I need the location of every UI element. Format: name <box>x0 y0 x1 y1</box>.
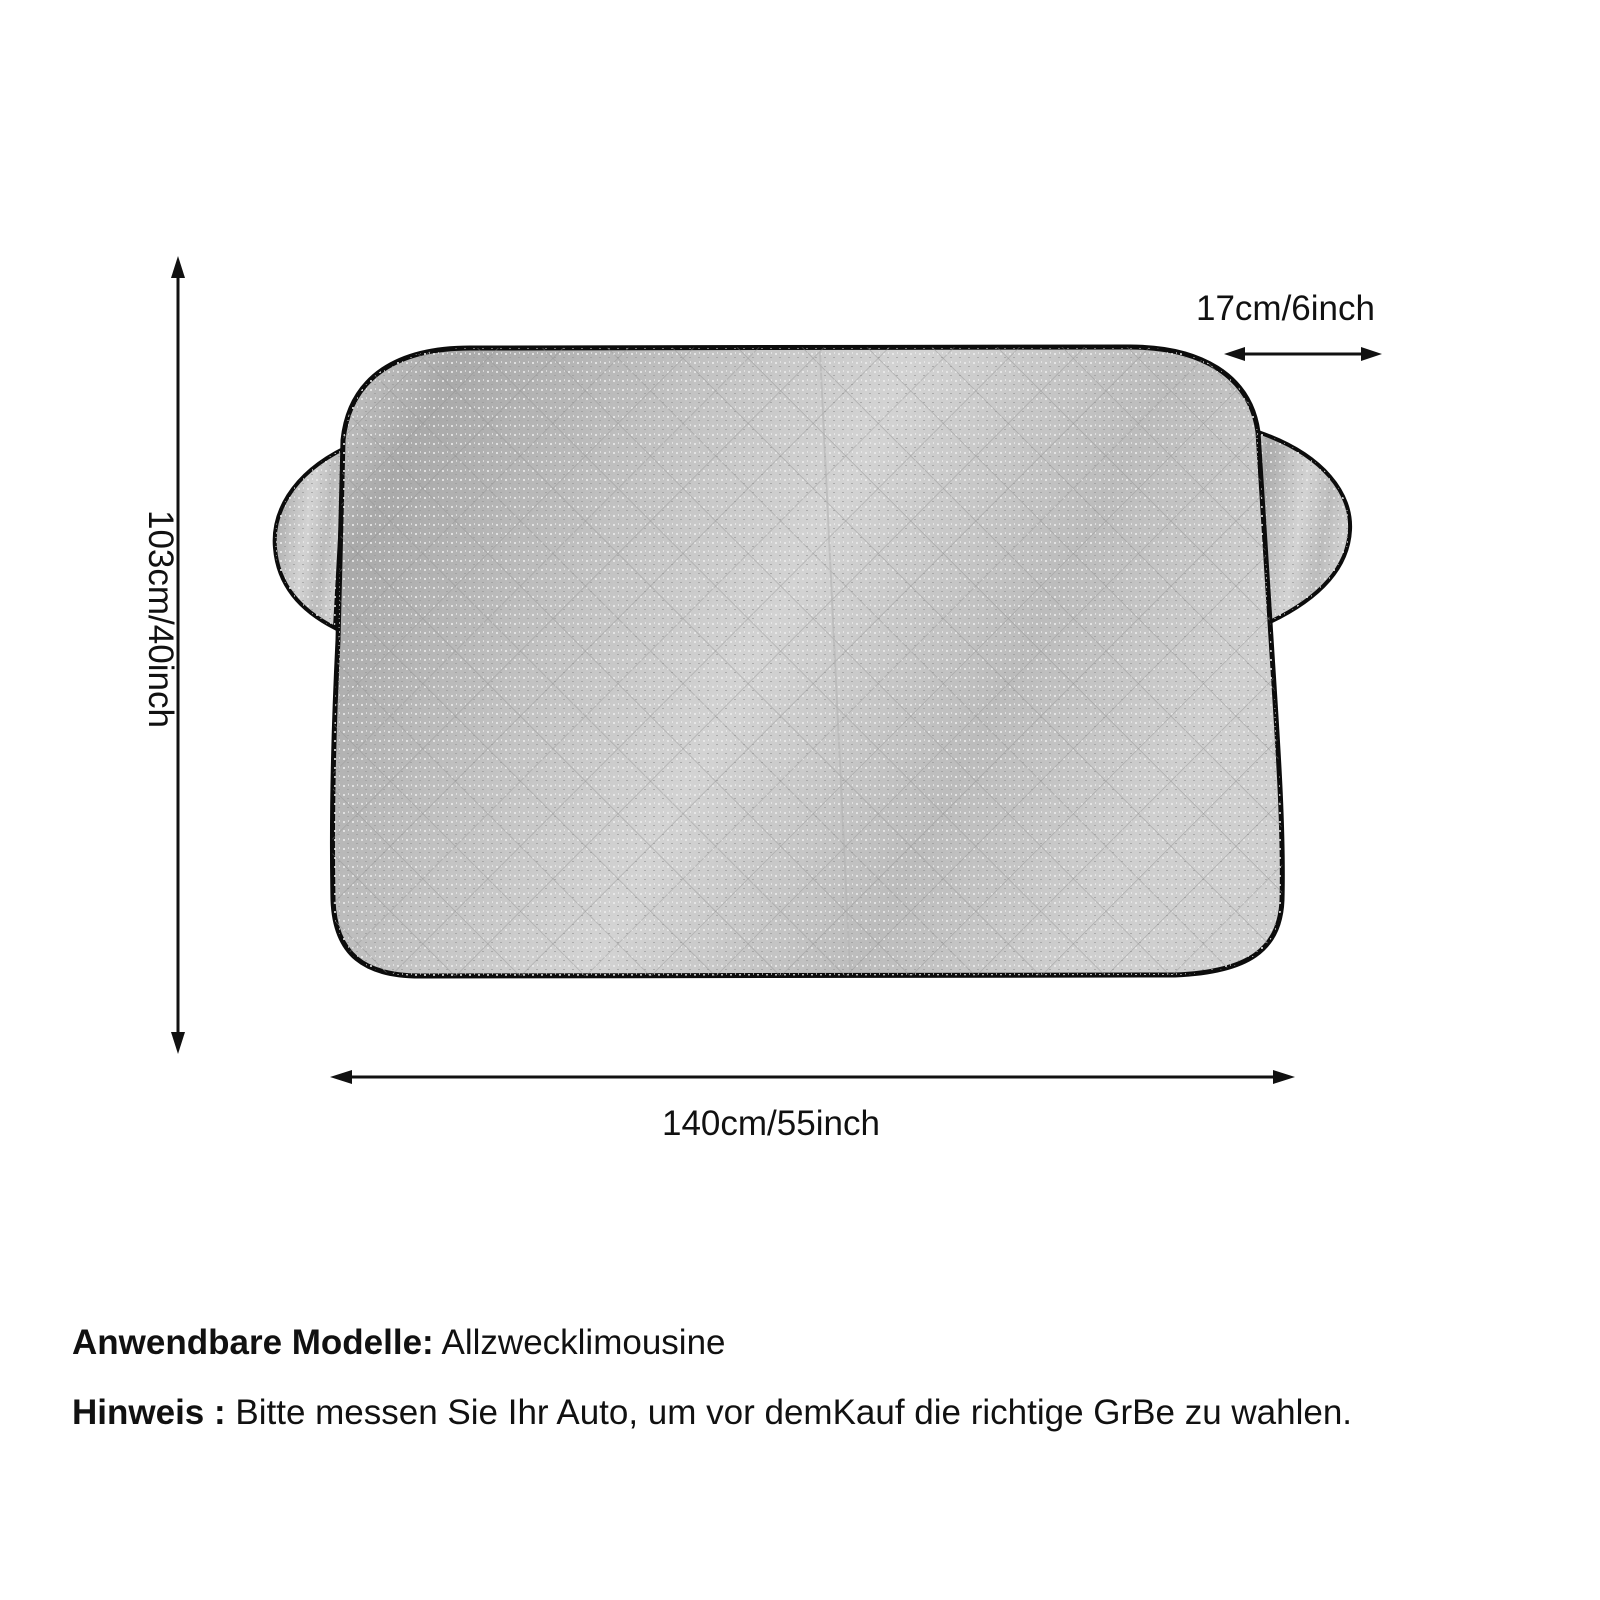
flap-dimension-label: 17cm/6inch <box>1196 289 1375 328</box>
note-line <box>72 1395 1352 1430</box>
applicable-models-key: Anwendbare Modelle: <box>72 1323 434 1362</box>
flap-dimension-arrow <box>1224 347 1382 361</box>
left-side-flap <box>275 448 345 628</box>
note-key: Hinweis : <box>72 1393 226 1432</box>
width-dimension-label: 140cm/55inch <box>662 1104 880 1143</box>
applicable-models-value: Allzwecklimousine <box>441 1323 726 1362</box>
windshield-cover-body <box>332 347 1282 976</box>
right-side-flap <box>1258 432 1350 622</box>
height-dimension-label: 103cm/40inch <box>141 510 180 728</box>
note-value: Bitte messen Sie Ihr Auto, um vor demKauf die richtige GrBe zu wahlen. <box>235 1393 1353 1432</box>
width-dimension-arrow <box>330 1070 1295 1084</box>
applicable-models-line <box>72 1325 726 1360</box>
